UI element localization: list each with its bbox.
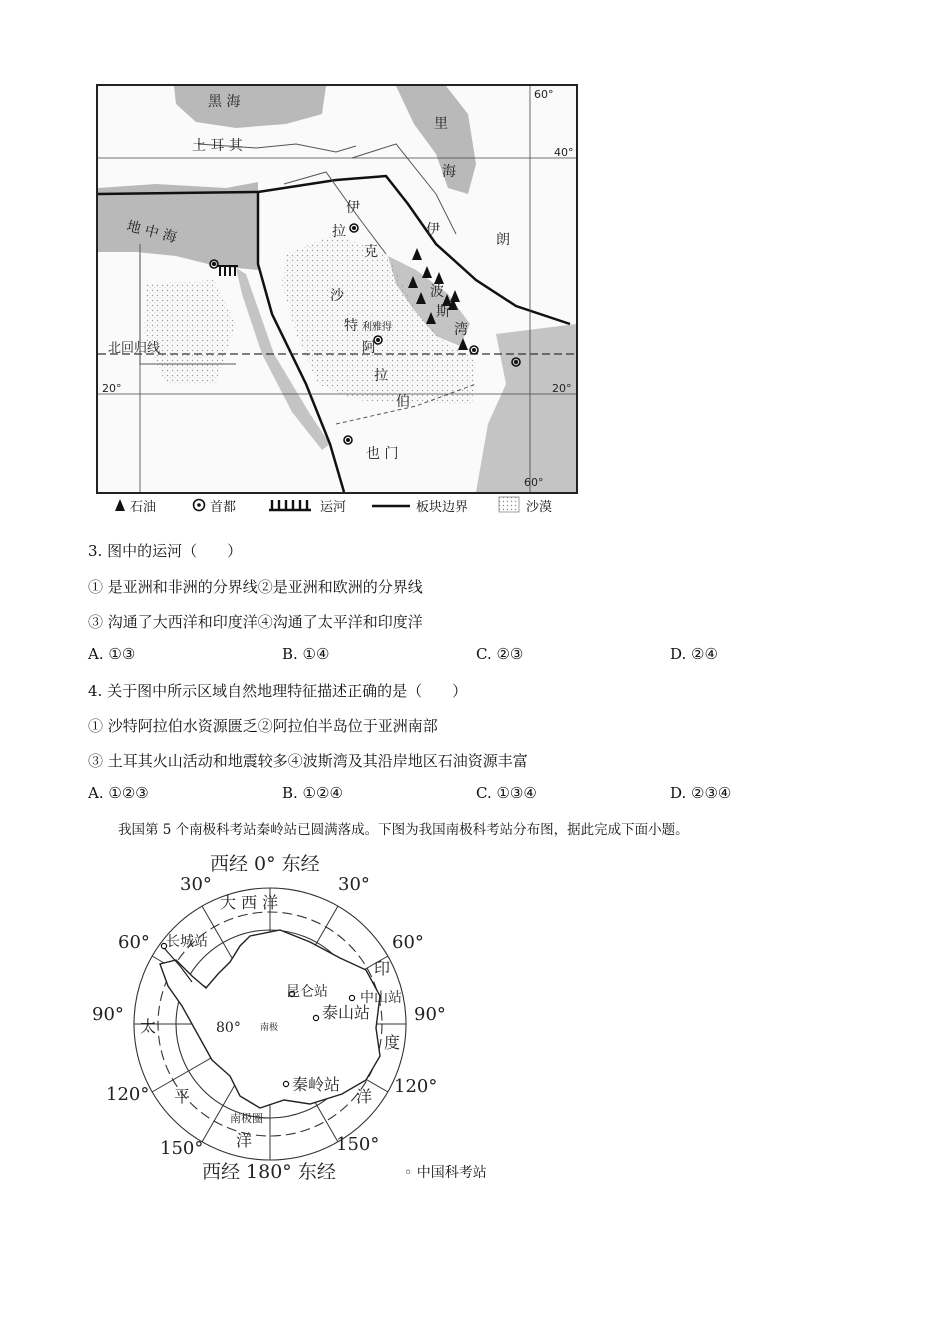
map2-legend-station: ◦ 中国科考站: [404, 1165, 487, 1181]
label-saudi-3: 阿: [362, 340, 376, 356]
label-gulf-1: 波: [430, 284, 444, 300]
label-150-left: 150°: [160, 1138, 204, 1159]
label-caspian-1: 里: [434, 116, 448, 132]
label-lon180: 西经 180° 东经: [202, 1161, 336, 1183]
label-iran-1: 伊: [426, 222, 440, 238]
question-4-line2: ③ 土耳其火山活动和地震较多④波斯湾及其沿岸地区石油资源丰富: [88, 752, 528, 770]
question-3-option-b: B. ①④: [282, 645, 330, 663]
legend-oil: 石油: [130, 500, 157, 515]
label-indian-3: 洋: [356, 1087, 373, 1106]
question-3-option-d: D. ②④: [670, 645, 718, 663]
label-120-left: 120°: [106, 1084, 150, 1105]
legend-capital: 首都: [210, 500, 237, 515]
label-tropic: 北回归线: [108, 341, 161, 356]
label-pacific-1: 太: [140, 1017, 157, 1036]
label-120-right: 120°: [394, 1076, 438, 1097]
label-iran-2: 朗: [496, 232, 510, 248]
label-30-left: 30°: [180, 874, 212, 895]
label-150-right: 150°: [336, 1134, 380, 1155]
label-saudi-5: 伯: [396, 394, 410, 410]
label-pacific-2: 平: [174, 1087, 191, 1106]
label-gulf-2: 斯: [436, 304, 450, 320]
question-4-option-c: C. ①③④: [476, 784, 537, 802]
label-caspian-2: 海: [442, 164, 456, 180]
middle-east-map: [96, 84, 578, 494]
question-4-stem: 4. 关于图中所示区域自然地理特征描述正确的是（ ）: [88, 682, 468, 700]
label-zhongshan-station: 中山站: [360, 990, 402, 1006]
label-qinling-station: 秦岭站: [292, 1075, 341, 1094]
label-90-left: 90°: [92, 1004, 124, 1025]
label-lon60-bottom: 60°: [524, 476, 544, 489]
question-3-stem: 3. 图中的运河（ ）: [88, 542, 243, 560]
label-iraq-2: 拉: [332, 224, 346, 240]
label-30-right: 30°: [338, 874, 370, 895]
label-lon60-top: 60°: [534, 88, 554, 101]
question-4-option-d: D. ②③④: [670, 784, 732, 802]
label-indian-1: 印: [374, 959, 391, 978]
label-indian-2: 度: [384, 1033, 401, 1052]
label-60-left: 60°: [118, 932, 150, 953]
question-4-option-b: B. ①②④: [282, 784, 343, 802]
antarctica-station-map: [80, 846, 460, 1186]
question-3-option-c: C. ②③: [476, 645, 524, 663]
label-south-pole: 南极: [260, 1023, 279, 1033]
label-saudi-2: 特: [344, 318, 358, 334]
label-90-right: 90°: [414, 1004, 446, 1025]
legend-canal: 运河: [320, 500, 347, 515]
label-60-right: 60°: [392, 932, 424, 953]
label-saudi-1: 沙: [330, 288, 344, 304]
question-3-option-a: A. ①③: [88, 645, 136, 663]
label-pacific-3: 洋: [236, 1131, 253, 1150]
label-gulf-3: 湾: [454, 322, 468, 338]
legend-plate: 板块边界: [416, 500, 469, 515]
legend-desert: 沙漠: [526, 500, 553, 515]
map1-legend: [100, 494, 580, 516]
label-iraq-3: 克: [364, 244, 378, 260]
label-turkey: 土 耳 其: [192, 138, 243, 154]
label-lon0: 西经 0° 东经: [210, 853, 320, 875]
label-yemen: 也 门: [366, 446, 399, 462]
label-saudi-4: 拉: [374, 368, 388, 384]
label-iraq-1: 伊: [346, 200, 360, 216]
question-4-line1: ① 沙特阿拉伯水资源匮乏②阿拉伯半岛位于亚洲南部: [88, 717, 438, 735]
question-3-line1: ① 是亚洲和非洲的分界线②是亚洲和欧洲的分界线: [88, 578, 423, 596]
label-antarctic-circle: 南极圈: [230, 1112, 263, 1125]
label-mediterranean: 地 中 海: [125, 218, 179, 247]
label-taishan-station: 泰山站: [322, 1003, 371, 1022]
question-4-option-a: A. ①②③: [88, 784, 149, 802]
label-atlantic: 大 西 洋: [220, 893, 279, 912]
passage-intro: 我国第 5 个南极科考站秦岭站已圆满落成。下图为我国南极科考站分布图，据此完成下面小题。: [118, 822, 689, 838]
label-lat20-left: 20°: [102, 382, 122, 395]
label-lat40: 40°: [554, 146, 574, 159]
question-3-line2: ③ 沟通了大西洋和印度洋④沟通了太平洋和印度洋: [88, 613, 423, 631]
label-lat20-right: 20°: [552, 382, 572, 395]
label-kunlun-station: 昆仑站: [286, 984, 328, 1000]
label-riyadh: 利雅得: [362, 322, 392, 333]
label-great-wall-station: 长城站: [166, 934, 208, 950]
label-80: 80°: [216, 1020, 241, 1036]
label-black-sea: 黑 海: [208, 94, 241, 110]
